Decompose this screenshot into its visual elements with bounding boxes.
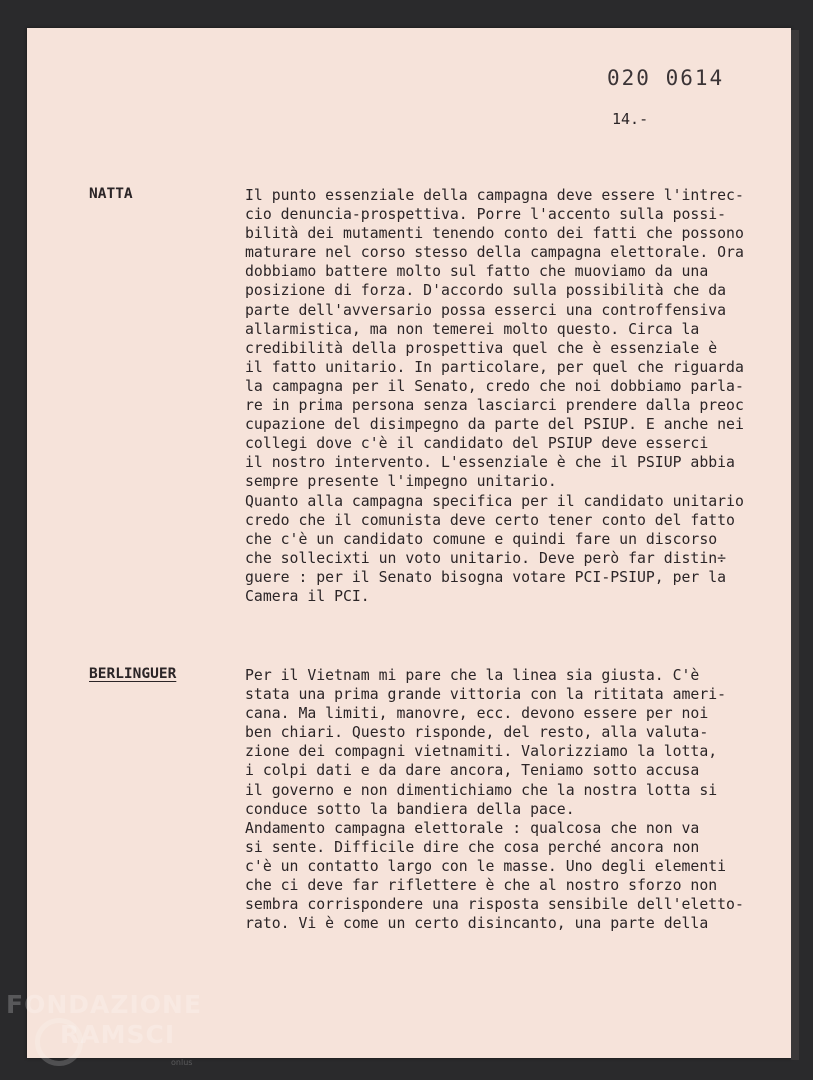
- text-line: Il punto essenziale della campagna deve essere l'intrec-: [245, 187, 744, 204]
- text-line: il fatto unitario. In particolare, per quel che riguarda: [245, 358, 744, 376]
- speech-natta: [245, 186, 785, 606]
- page-edge: [791, 30, 799, 1060]
- text-line: la campagna per il Senato, credo che noi dobbiamo parla-: [245, 377, 744, 395]
- logo-suffix: onlus: [171, 1058, 193, 1067]
- speaker-natta: NATTA: [89, 186, 133, 202]
- text-line: zione dei compagni vietnamiti. Valorizziamo la lotta,: [245, 743, 718, 761]
- text-line: rato. Vi è come un certo disincanto, una parte della: [245, 915, 709, 933]
- fondazione-gramsci-logo: [6, 990, 203, 1067]
- text-line: si sente. Difficile dire che cosa perché ancora non: [245, 838, 700, 856]
- text-line: cupazione del disimpegno da parte del PSIUP. E anche nei: [245, 416, 744, 434]
- text-line: credibilità della prospettiva quel che è essenziale è: [245, 339, 718, 357]
- speaker-berlinguer: BERLINGUER: [89, 666, 177, 682]
- text-line: che sollecixti un voto unitario. Deve però far distin÷: [245, 549, 727, 567]
- text-line: sembra corrispondere una risposta sensibile dell'eletto-: [245, 896, 744, 914]
- speech-berlinguer: [245, 666, 785, 933]
- text-line: stata una prima grande vittoria con la rititata ameri-: [245, 686, 727, 704]
- text-line: il governo e non dimentichiamo che la nostra lotta si: [245, 781, 718, 799]
- text-line: Andamento campagna elettorale : qualcosa che non va: [245, 819, 700, 837]
- logo-line1: FONDAZIONE: [6, 990, 203, 1019]
- text-line: che ci deve far riflettere è che al nostro sforzo non: [245, 877, 718, 895]
- text-line: guere : per il Senato bisogna votare PCI-PSIUP, per la: [245, 568, 727, 586]
- text-line: collegi dove c'è il candidato del PSIUP deve esserci: [245, 435, 709, 453]
- text-line: maturare nel corso stesso della campagna elettorale. Ora: [245, 244, 744, 262]
- text-line: il nostro intervento. L'essenziale è che il PSIUP abbia: [245, 454, 735, 472]
- text-line: Camera il PCI.: [245, 587, 370, 605]
- text-line: conduce sotto la bandiera della pace.: [245, 800, 575, 818]
- text-line: cana. Ma limiti, manovre, ecc. devono essere per noi: [245, 705, 709, 723]
- text-line: Quanto alla campagna specifica per il candidato unitario: [245, 492, 744, 510]
- page-number: 14.-: [612, 110, 649, 128]
- archive-stamp: 020 0614: [607, 66, 725, 90]
- text-line: dobbiamo battere molto sul fatto che muoviamo da una: [245, 263, 709, 281]
- text-line: ben chiari. Questo risponde, del resto, alla valuta-: [245, 724, 709, 742]
- text-line: i colpi dati e da dare ancora, Teniamo sotto accusa: [245, 762, 700, 780]
- text-line: bilità dei mutamenti tenendo conto dei fatti che possono: [245, 225, 744, 243]
- text-line: che c'è un candidato comune e quindi fare un discorso: [245, 530, 718, 548]
- text-line: parte dell'avversario possa esserci una controffensiva: [245, 301, 727, 319]
- text-line: re in prima persona senza lasciarci prendere dalla preoc: [245, 397, 744, 415]
- text-line: Per il Vietnam mi pare che la linea sia giusta. C'è: [245, 667, 700, 684]
- logo-line2: RAMSCI: [60, 1020, 176, 1049]
- text-line: sempre presente l'impegno unitario.: [245, 473, 557, 491]
- text-line: cio denuncia-prospettiva. Porre l'accento sulla possi-: [245, 206, 727, 224]
- text-line: credo che il comunista deve certo tener conto del fatto: [245, 511, 735, 529]
- text-line: c'è un contatto largo con le masse. Uno degli elementi: [245, 857, 727, 875]
- text-line: allarmistica, ma non temerei molto questo. Circa la: [245, 320, 700, 338]
- text-line: posizione di forza. D'accordo sulla possibilità che da: [245, 282, 727, 300]
